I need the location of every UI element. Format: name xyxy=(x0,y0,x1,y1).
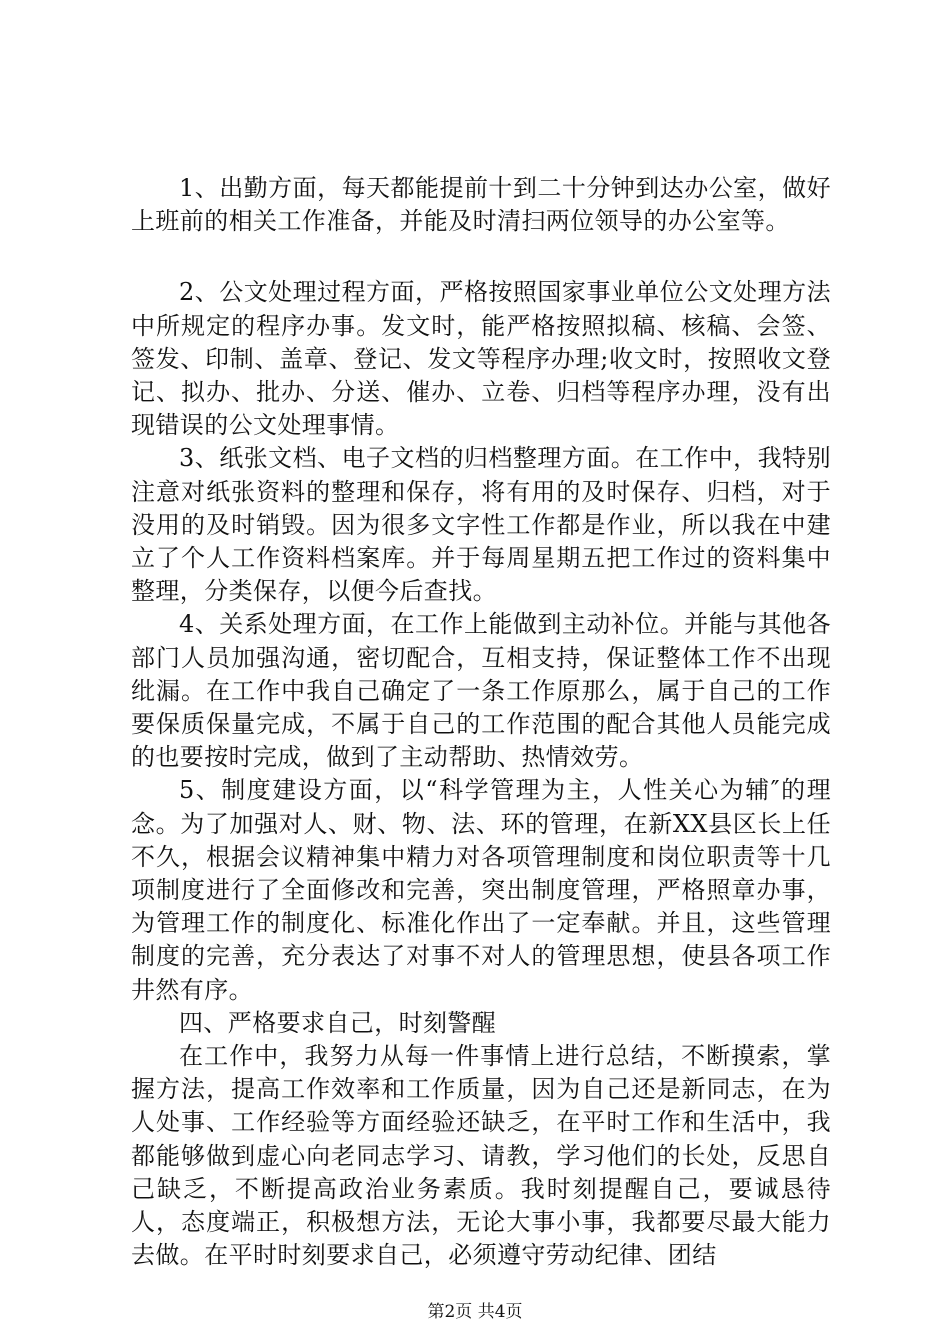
paragraph-document-processing: 2、公文处理过程方面，严格按照国家事业单位公文处理方法中所规定的程序办事。发文时，能严格按照拟稿、核稿、会签、签发、印制、盖章、登记、发文等程序办理;收文时，按照收文登记、拟办、批办、分送、催办、立卷、归档等程序办理，没有出现错误的公文处理事情。 xyxy=(131,278,831,440)
paragraph-attendance: 1、出勤方面，每天都能提前十到二十分钟到达办公室，做好上班前的相关工作准备，并能及时清扫两位领导的办公室等。 xyxy=(131,174,831,236)
paragraph-system-building: 5、制度建设方面，以“科学管理为主，人性关心为辅″的理念。为了加强对人、财、物、法、环的管理，在新XX县区长上任不久，根据会议精神集中精力对各项管理制度和岗位职责等十几项制度进行了全面修改和完善，突出制度管理，严格照章办事，为管理工作的制度化、标准化作出了一定奉献。并且，这些管理制度的完善，充分表达了对事不对人的管理思想，使县各项工作井然有序。 xyxy=(131,776,831,1004)
paragraph-relations: 4、关系处理方面，在工作上能做到主动补位。并能与其他各部门人员加强沟通，密切配合，互相支持，保证整体工作不出现纰漏。在工作中我自己确定了一条工作原那么，属于自己的工作要保质保量完成，不属于自己的工作范围的配合其他人员能完成的也要按时完成，做到了主动帮助、热情效劳。 xyxy=(131,610,831,772)
page-footer xyxy=(0,1302,950,1322)
section-heading: 四、严格要求自己，时刻警醒 xyxy=(179,1008,497,1037)
page-number: 第2页 共4页 xyxy=(427,1302,523,1322)
paragraph-archiving: 3、纸张文档、电子文档的归档整理方面。在工作中，我特别注意对纸张资料的整理和保存，将有用的及时保存、归档，对于没用的及时销毁。因为很多文字性工作都是作业，所以我在中建立了个人工作资料档案库。并于每周星期五把工作过的资料集中整理，分类保存，以便今后查找。 xyxy=(131,444,831,606)
paragraph-self-discipline: 在工作中，我努力从每一件事情上进行总结，不断摸索，掌握方法，提高工作效率和工作质量，因为自己还是新同志，在为人处事、工作经验等方面经验还缺乏，在平时工作和生活中，我都能够做到虚心向老同志学习、请教，学习他们的长处，反思自己缺乏，不断提高政治业务素质。我时刻提醒自己，要诚恳待人，态度端正，积极想方法，无论大事小事，我都要尽最大能力去做。在平时时刻要求自己，必须遵守劳动纪律、团结 xyxy=(131,1042,831,1270)
document-body xyxy=(131,172,831,1273)
